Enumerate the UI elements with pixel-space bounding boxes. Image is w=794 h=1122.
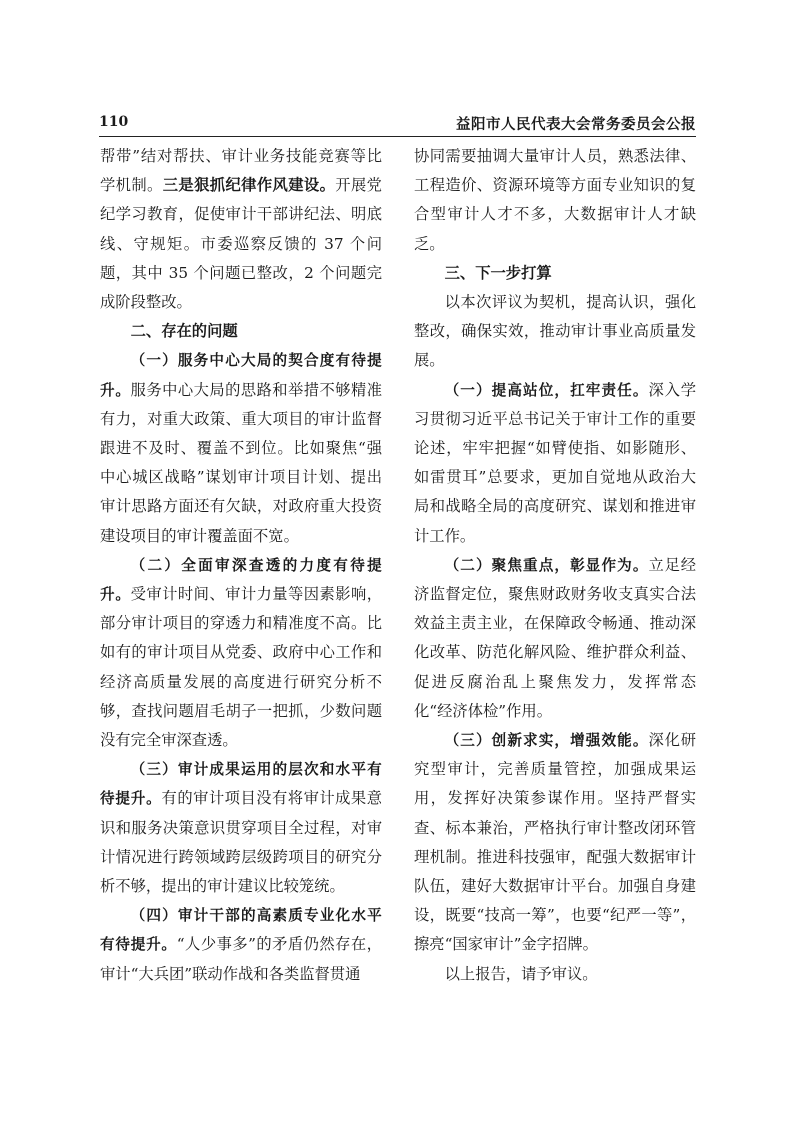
plan-item-1 [414,376,696,551]
problem-item-4-continued: 协同需要抽调大量审计人员，熟悉法律、工程造价、资源环境等方面专业知识的复合型审计人才不多，大数据审计人才缺乏。 [414,147,696,253]
plan-item-3-body: 深化研究型审计，完善质量管控，加强成果运用，发挥好决策参谋作用。坚持严督实查、标本兼治，严格执行审计整改闭环管理机制。推进科技强审，配强大数据审计队伍，建好大数据审计平台。加强自身建设，既要“技高一筹”，也要“纪严一等”，擦亮“国家审计”金字招牌。 [414,731,696,954]
plan-item-2-body: 立足经济监督定位，聚焦财政财务收支真实合法效益主责主业，在保障政令畅通、推动深化改革、防范化解风险、维护群众利益、促进反腐治乱上聚焦发力，发挥常态化“经济体检”作用。 [414,555,696,720]
problem-item-3-body: 有的审计项目没有将审计成果意识和服务决策意识贯穿项目全过程，对审计情况进行跨领域跨层级跨项目的研究分析不够，提出的审计建议比较笼统。 [100,789,382,896]
closing-statement: 以上报告，请予审议。 [444,964,598,983]
plan-item-3 [414,726,696,960]
problem-item-2-body: 受审计时间、审计力量等因素影响，部分审计项目的穿透力和精准度不高。比如有的审计项目从党委、政府中心工作和经济高质量发展的高度进行研究分析不够，查找问题眉毛胡子一把抓，少数问题没有完全审深查透。 [100,585,382,750]
page-number: 110 [99,114,129,130]
plan-item-3-title: （三）创新求实，增强效能。 [444,732,649,750]
emphasis-discipline: 三是狠抓纪律作风建设。 [162,176,336,195]
problem-item-2 [100,551,382,755]
plan-item-1-title: （一）提高站位，扛牢责任。 [444,381,649,399]
plan-item-2-title: （二）聚焦重点，彰显作为。 [444,556,649,574]
problem-item-3-title: （三）审计成果运用的层次和水平有待提升。 [100,761,382,808]
paragraph-discipline: 帮带”结对帮扶、审计业务技能竞赛等比学机制。三是狠抓纪律作风建设。开展党纪学习教育，促使审计干部讲纪法、明底线、守规矩。市委巡察反馈的 37 个问题，其中 35 个问题已整改，2 个问题完成阶段整改。 [100,147,382,312]
next-steps-intro: 以本次评议为契机，提高认识，强化整改，确保实效，推动审计事业高质量发展。 [414,293,696,370]
problem-item-4 [100,901,382,989]
problem-item-1 [100,346,382,550]
left-column [100,142,382,989]
problem-item-1-title: （一）服务中心大局的契合度有待提升。 [100,352,382,399]
plan-item-2 [414,551,696,726]
plan-item-1-body: 深入学习贯彻习近平总书记关于审计工作的重要论述，牢牢把握“如臂使指、如影随形、如雷贯耳”总要求，更加自觉地从政治大局和战略全局的高度研究、谋划和推进审计工作。 [414,380,696,545]
problem-item-2-title: （二）全面审深查透的力度有待提升。 [100,556,382,604]
problem-item-1-body: 服务中心大局的思路和举措不够精准有力，对重大政策、重大项目的审计监督跟进不及时、覆盖不到位。比如聚焦“强中心城区战略”谋划审计项目计划、提出审计思路方面还有欠缺，对政府重大投资建设项目的审计覆盖面不宽。 [100,380,382,545]
journal-title: 益阳市人民代表大会常务委员会公报 [456,116,696,133]
right-column [414,142,696,989]
problem-item-4-title: （四）审计干部的高素质专业化水平有待提升。 [100,907,382,954]
page-header [99,110,696,137]
section-heading-next-steps: 三、下一步打算 [444,263,552,282]
section-heading-problems: 二、存在的问题 [130,322,238,341]
problem-item-3 [100,755,382,901]
problem-item-4-body: “人少事多”的矛盾仍然存在，审计“大兵团”联动作战和各类监督贯通 [100,935,382,983]
